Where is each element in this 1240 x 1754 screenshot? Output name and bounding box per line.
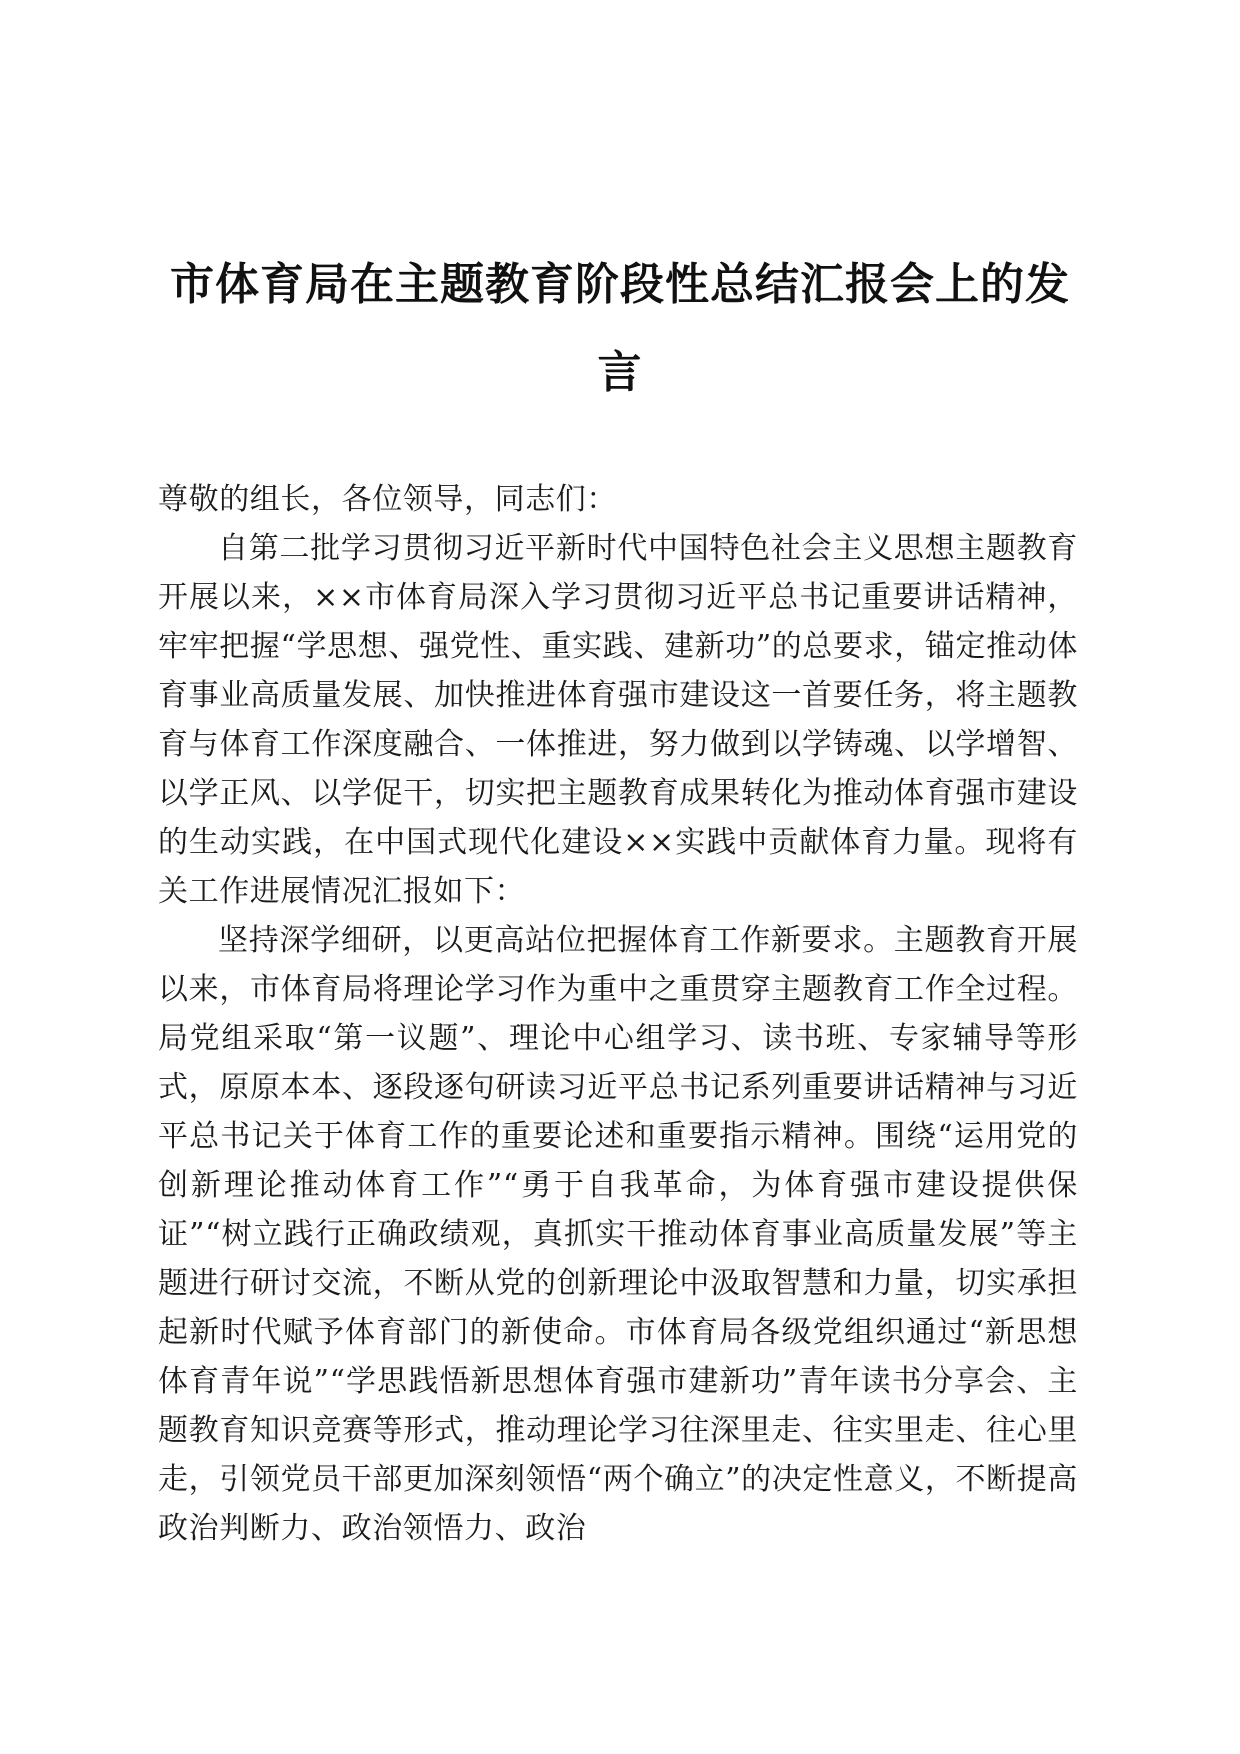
- salutation: 尊敬的组长，各位领导，同志们：: [158, 482, 617, 517]
- title-line-1: 市体育局在主题教育阶段性总结汇报会上的发: [170, 259, 1070, 311]
- document-title: [140, 241, 1100, 417]
- paragraph-2: 坚持深学细研，以更高站位把握体育工作新要求。主题教育开展以来，市体育局将理论学习作为重中之重贯穿主题教育工作全过程。局党组采取“第一议题”、理论中心组学习、读书班、专家辅导等形式，原原本本、逐段逐句研读习近平总书记系列重要讲话精神与习近平总书记关于体育工作的重要论述和重要指示精神。围绕“运用党的创新理论推动体育工作”“勇于自我革命，为体育强市建设提供保证”“树立践行正确政绩观，真抓实干推动体育事业高质量发展”等主题进行研讨交流，不断从党的创新理论中汲取智慧和力量，切实承担起新时代赋予体育部门的新使命。市体育局各级党组织通过“新思想体育青年说”“学思践悟新思想体育强市建新功”青年读书分享会、主题教育知识竞赛等形式，推动理论学习往深里走、往实里走、往心里走，引领党员干部更加深刻领悟“两个确立”的决定性意义，不断提高政治判断力、政治领悟力、政治: [158, 923, 1078, 1546]
- title-line-2: 言: [597, 347, 643, 399]
- paragraph-1: 自第二批学习贯彻习近平新时代中国特色社会主义思想主题教育开展以来，××市体育局深入学习贯彻习近平总书记重要讲话精神，牢牢把握“学思想、强党性、重实践、建新功”的总要求，锚定推动体育事业高质量发展、加快推进体育强市建设这一首要任务，将主题教育与体育工作深度融合、一体推进，努力做到以学铸魂、以学增智、以学正风、以学促干，切实把主题教育成果转化为推动体育强市建设的生动实践，在中国式现代化建设××实践中贡献体育力量。现将有关工作进展情况汇报如下：: [158, 531, 1078, 909]
- document-body: [158, 475, 1078, 1553]
